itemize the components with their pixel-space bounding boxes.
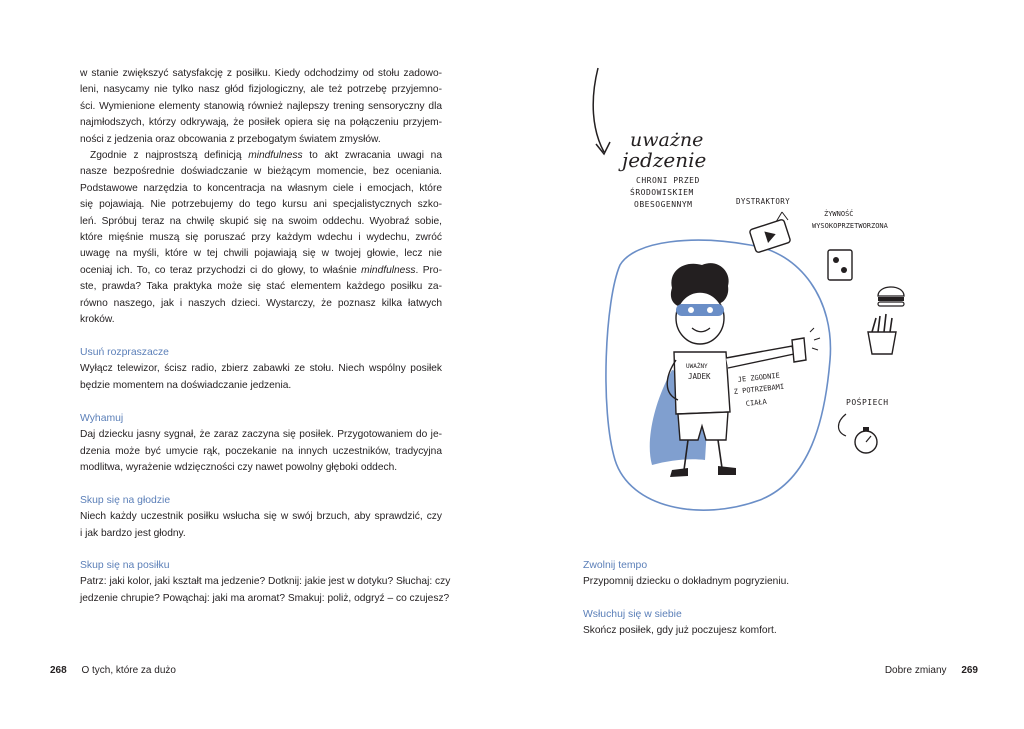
text-line: ste, prawda? Taka praktyka może się stać elementem każdego posiłku za- [80, 281, 442, 293]
section-heading: Wsłuchuj się w siebie [583, 609, 682, 620]
text-line: ści. Wymienione elementy stanowią również najlepszy trening sensoryczny dla [80, 100, 442, 112]
superhero-kid [650, 263, 820, 477]
mask [676, 304, 724, 316]
section-slow-tempo [583, 558, 943, 591]
right-page [512, 0, 1024, 729]
phone-icon [749, 219, 791, 253]
text-line: w stanie zwiększyć satysfakcję z posiłku. Kiedy odchodzimy od stołu zadowo- [80, 68, 442, 79]
text-line: Zgodnie z najprostszą definicją mindfulness to akt zwracania uwagi na [90, 150, 442, 161]
fries-icon [868, 314, 896, 354]
leg [718, 440, 722, 468]
subtitle-line: CHRONI PRZED [636, 176, 700, 185]
body-note: Z POTRZEBAMI [733, 382, 785, 396]
illustration-title-line2: jedzenie [622, 148, 707, 172]
text-line: najmłodszych, którzy odkrywają, że posiłek opiera się na połączeniu przyjem- [80, 117, 442, 129]
body-note: JE ZGODNIE [737, 371, 781, 384]
term-mindfulness: mindfulness [248, 150, 303, 161]
mindful-eating-illustration [560, 60, 980, 530]
text-line: jedzenie chrupie? Powąchaj: jaki ma aromat? Smakuj: poliż, odgryź – co czujesz? [80, 592, 450, 604]
subtitle-line: ŚRODOWISKIEM [630, 188, 694, 197]
arrow-curve [839, 414, 847, 436]
text-line: dzenia może być umycie rąk, poczekanie na innych uczestników, tradycyjna [80, 445, 442, 457]
intro-paragraph [80, 66, 442, 148]
text-line: Przypomnij dziecku o dokładnym pogryzieniu. [583, 576, 790, 588]
section-heading: Skup się na głodzie [80, 495, 171, 506]
section-heading: Usuń rozpraszacze [80, 347, 169, 358]
term-mindfulness: mindfulness [361, 264, 416, 276]
text-line: Skończ posiłek, gdy już poczujesz komfort. [583, 625, 777, 637]
shirt [674, 352, 730, 414]
text-line: równo naszego, jak i naszych dzieci. Wystarczy, że poznasz kilka łatwych [80, 297, 442, 309]
text-line: kroków. [80, 314, 115, 326]
section-remove-distractions [80, 345, 442, 394]
arrow-head-icon [596, 142, 610, 154]
text-line: Podstawowe narzędzia to koncentracja na własnym ciele i emocjach, które [80, 182, 442, 194]
text-line: się pojawiają. Nie potrzebujemy do tego kursu ani specjalistycznych szko- [80, 199, 442, 211]
burger-icon [878, 287, 904, 306]
body-note: CIAŁA [745, 397, 768, 408]
text-line: leni, nasycamy nie tylko nasz głód fizjologiczny, ale też potrzebę przyjemno- [80, 84, 442, 96]
running-title: O tych, które za dużo [81, 665, 176, 676]
text-line: Patrz: jaki kolor, jaki kształt ma jedzenie? Dotknij: jakie jest w dotyku? Słuchaj: czy [80, 576, 451, 588]
left-folio [50, 664, 176, 678]
shirt-label: JADEK [688, 372, 711, 381]
section-heading: Wyhamuj [80, 413, 124, 424]
label-processed-food: WYSOKOPRZETWORZONA [812, 222, 888, 230]
section-focus-meal [80, 558, 451, 607]
text-line: które mięśnie muszą się poruszać przy każdym wdechu i wydechu, zwróć [80, 232, 442, 244]
face [676, 292, 724, 344]
section-listen-to-self [583, 607, 943, 640]
stopwatch-icon [855, 427, 877, 453]
mindfulness-paragraph [80, 148, 442, 328]
eye [688, 307, 694, 313]
section-focus-hunger [80, 493, 442, 542]
text-line: leń. Spróbuj teraz na chwilę skupić się na swoim oddechu. Wyobraź sobie, [80, 215, 442, 227]
snack-bag-icon [828, 250, 852, 280]
shoe [718, 466, 736, 475]
text-line: będzie momentem na doświadczanie jedzenia. [80, 379, 292, 391]
text-line: Niech każdy uczestnik posiłku wsłucha się w swój brzuch, aby sprawdzić, czy [80, 511, 442, 523]
text-line: nasze bezpośrednie doświadczanie w bieżącym momencie, bez oceniania. [80, 166, 442, 178]
section-heading: Zwolnij tempo [583, 560, 648, 571]
illustration-title-line1: uważne [630, 129, 704, 151]
label-hurry: POŚPIECH [846, 398, 889, 407]
right-folio [885, 664, 978, 678]
section-heading: Skup się na posiłku [80, 560, 170, 571]
text-line: Daj dziecku jasny sygnał, że zaraz zaczyna się posiłek. Przygotowaniem do je- [80, 429, 442, 441]
label-processed-food: ŻYWNOŚĆ [824, 210, 854, 218]
section-slow-down [80, 411, 442, 477]
text-line: ności z jedzenia oraz obcowania z przebogatym światem zmysłów. [80, 133, 381, 145]
text-line: Wyłącz telewizor, ścisz radio, zbierz zabawki ze stołu. Niech wspólny posiłek [80, 363, 442, 375]
shirt-label: UWAŻNY [686, 363, 708, 370]
subtitle-line: OBESOGENNYM [634, 200, 693, 209]
text-line: oceniaj ich. To, co teraz przychodzi ci do głowy, to właśnie mindfulness. Pro- [80, 264, 442, 276]
shoe [670, 468, 688, 477]
arrow-curve [593, 68, 604, 152]
motion-lines [810, 328, 820, 350]
text-line: uwagę na myśli, które w tej chwili pojawiają się w twojej głowie, lecz nie [80, 248, 442, 260]
text-line: i jak bardzo jest głodny. [80, 527, 186, 539]
page-number: 269 [961, 665, 978, 676]
hand [792, 338, 806, 362]
text-line: modlitwa, wyrażenie wdzięczności czy nawet powolny głęboki oddech. [80, 462, 398, 474]
running-title: Dobre zmiany [884, 665, 947, 676]
eye [707, 307, 713, 313]
arm [726, 346, 794, 368]
label-distractors: DYSTRAKTORY [736, 197, 791, 206]
page-number: 268 [50, 665, 67, 676]
